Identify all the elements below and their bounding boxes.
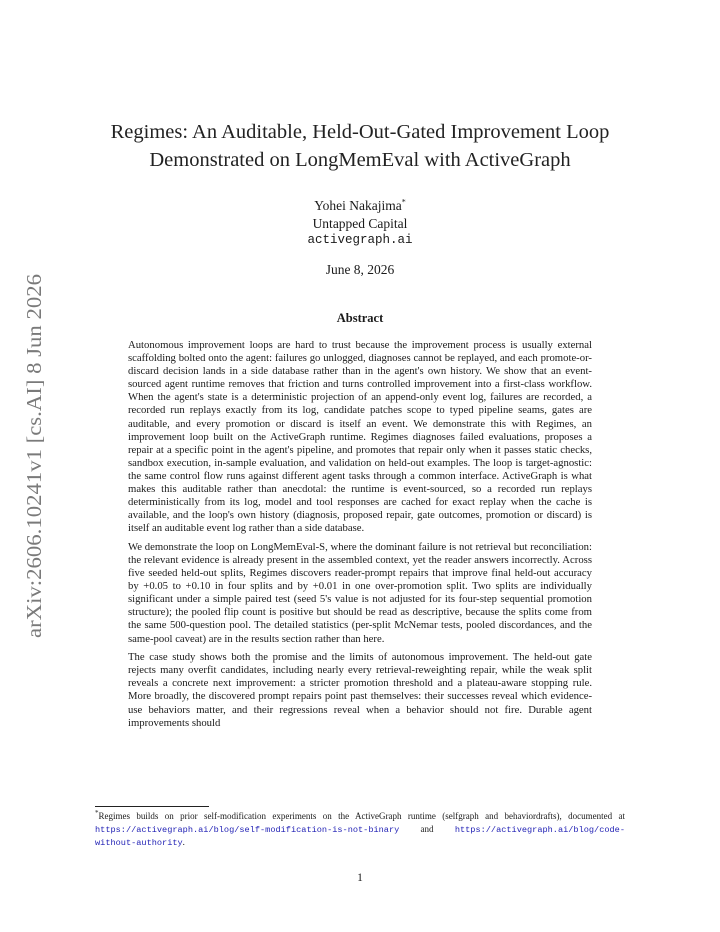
abstract-heading: Abstract — [336, 311, 384, 325]
author-line — [95, 197, 625, 215]
publication-date: June 8, 2026 — [325, 262, 395, 277]
footnote-mark: * — [95, 809, 99, 817]
footnote-link-self-modification[interactable]: https://activegraph.ai/blog/self-modification-is-not-binary — [95, 824, 400, 835]
page-number: 1 — [357, 872, 363, 884]
arxiv-identifier: arXiv:2606.10241v1 [cs.AI] 8 Jun 2026 — [22, 302, 46, 638]
author-affiliation: Untapped Capital — [312, 215, 408, 231]
title-line-2: Demonstrated on LongMemEval with ActiveGraph — [149, 149, 571, 171]
footnote-text: Regimes builds on prior self-modification experiments on the ActiveGraph runtime (selfgraph and behaviordrafts), documented at — [98, 811, 625, 821]
footnote — [95, 810, 625, 850]
title-line-1: Regimes: An Auditable, Held-Out-Gated Improvement Loop — [110, 121, 610, 143]
abstract-paragraph: Autonomous improvement loops are hard to trust because the improvement process is usually external scaffolding bolted onto the agent: failures go unlogged, diagnoses cannot be replayed, and each promote-or-discard decision lands in a side database rather than in the agent's own history. We show that an event-sourced agent runtime removes that friction and turns controlled improvement into a first-class workflow. When the agent's state is a deterministic projection of an append-only event log, failures are recorded, a recorded run replays exactly from its log, candidate patches scope to typed pipeline seams, gates are auditable, and every promotion or discard is itself an event. We demonstrate this with Regimes, an improvement loop built on the ActiveGraph runtime. Regimes diagnoses failed evaluations, proposes a repair at a specific point in the agent's pipeline, and promotes that repair only when it passes static checks, sandbox execution, in-sample evaluation, and validation on held-out examples. The loop is target-agnostic: the same control flow runs against different agent tasks through a common interface. ActiveGraph is what makes this auditable rather than anecdotal: the runtime is event-sourced, so a recorded run replays deterministically from its log, model and tool responses are cached for exact replay when the cache is available, and the loop's own history (diagnosis, proposed repair, gate outcomes, promotion or discard) is itself an auditable event log rather than a side database. — [128, 339, 592, 535]
author-name: Yohei Nakajima — [314, 198, 402, 213]
footnote-conjunction: and — [399, 823, 455, 834]
abstract-body — [128, 339, 592, 735]
author-block — [95, 197, 625, 250]
author-website[interactable]: activegraph.ai — [307, 233, 413, 247]
footnote-end: . — [182, 837, 185, 847]
abstract-paragraph: The case study shows both the promise and the limits of autonomous improvement. The held-out gate rejects many overfit candidates, including nearly every retrieval-reweighting repair, while the weak split reveals a concrete next improvement: a stricter promotion threshold and a plateau-aware stopping rule. More broadly, the discovered prompt repairs point past themselves: their successes reveal which evidence-use behaviors matter, and their regressions reveal when a behavior should not fire. Durable agent improvements should — [128, 651, 592, 729]
author-footnote-mark: * — [401, 197, 406, 207]
footnote-link-code-without-authority[interactable]: https://activegraph.ai/blog/code-without-authority — [95, 824, 625, 848]
footnote-divider — [95, 806, 209, 807]
abstract-paragraph: We demonstrate the loop on LongMemEval-S, where the dominant failure is not retrieval but reconciliation: the relevant evidence is already present in the assembled context, yet the reader answers incorrectly. Across five seeded held-out splits, Regimes discovers reader-prompt repairs that improve final held-out accuracy by +0.05 to +0.10 in four splits and by +0.01 in one over-promotion split. Two splits are individually significant under a simple paired test (seed 5's value is not adjusted for its four-step sequential promotion structure); the pooled flip count is positive but should be read as descriptive, because the splits come from the same 500-question pool. The detailed statistics (per-split McNemar tests, pooled discordances, and the same-pool caveat) are in the results section rather than here. — [128, 540, 592, 645]
paper-title — [95, 118, 625, 174]
arxiv-identifier-stamp — [12, 270, 52, 640]
